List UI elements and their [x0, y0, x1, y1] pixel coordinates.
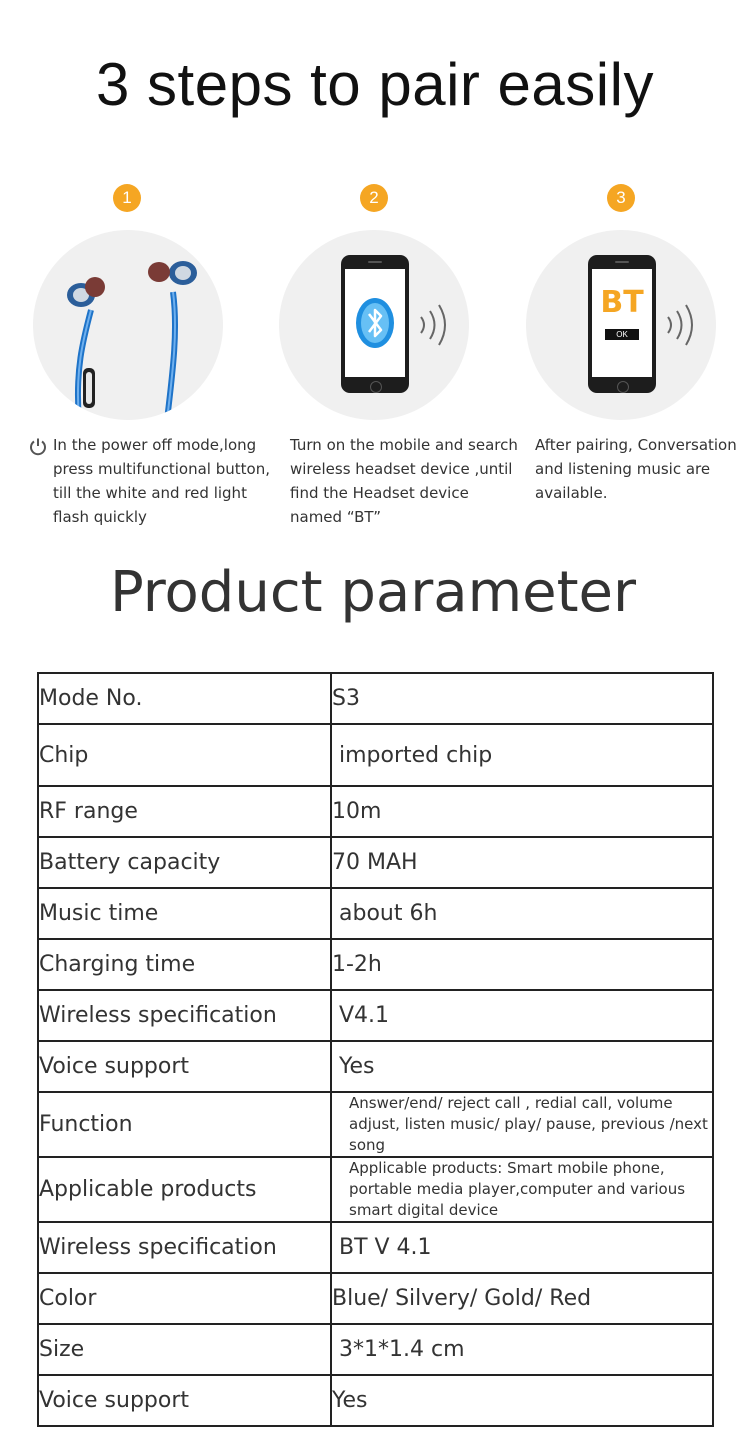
param-value: 70 MAH: [331, 837, 713, 888]
param-value: Yes: [331, 1375, 713, 1426]
table-row: [38, 1273, 713, 1324]
param-label: Voice support: [38, 1375, 331, 1426]
param-label: Size: [38, 1324, 331, 1375]
param-label: Voice support: [38, 1041, 331, 1092]
ok-button: OK: [605, 329, 639, 340]
step-number-2: 2: [360, 184, 388, 212]
table-row: [38, 990, 713, 1041]
param-label: Wireless specification: [38, 1222, 331, 1273]
bluetooth-icon: [345, 269, 405, 377]
step-2-phone-image: [279, 230, 469, 420]
signal-waves-icon: [417, 302, 457, 348]
param-label: Function: [38, 1092, 331, 1157]
param-value: 1-2h: [331, 939, 713, 990]
param-label: Battery capacity: [38, 837, 331, 888]
step-2-text: Turn on the mobile and search wireless headset device ,until find the Headset device named “BT”: [290, 436, 518, 526]
param-value: Applicable products: Smart mobile phone, portable media player,computer and various smart digital device: [331, 1157, 713, 1222]
table-row: [38, 724, 713, 786]
signal-waves-icon: [664, 302, 704, 348]
table-row: [38, 939, 713, 990]
param-label: Applicable products: [38, 1157, 331, 1222]
param-value: 10m: [331, 786, 713, 837]
parameter-table: [37, 672, 714, 1427]
table-row: [38, 673, 713, 724]
step-1-earphones-image: [33, 230, 223, 420]
step-number-1: 1: [113, 184, 141, 212]
param-value: Answer/end/ reject call , redial call, volume adjust, listen music/ play/ pause, previous /next song: [331, 1092, 713, 1157]
table-row: [38, 888, 713, 939]
page-title: 3 steps to pair easily: [96, 51, 654, 118]
table-row: [38, 1157, 713, 1222]
phone-icon: [588, 255, 656, 393]
table-row: [38, 1324, 713, 1375]
param-value: imported chip: [331, 724, 713, 786]
param-value: BT V 4.1: [331, 1222, 713, 1273]
param-label: Color: [38, 1273, 331, 1324]
param-value: about 6h: [331, 888, 713, 939]
section-title: Product parameter: [109, 560, 637, 625]
param-label: Wireless specification: [38, 990, 331, 1041]
param-value: V4.1: [331, 990, 713, 1041]
param-label: Charging time: [38, 939, 331, 990]
param-value: Yes: [331, 1041, 713, 1092]
step-number-3: 3: [607, 184, 635, 212]
param-label: RF range: [38, 786, 331, 837]
earphones-icon: [33, 230, 223, 420]
table-row: [38, 1041, 713, 1092]
step-3-text: After pairing, Conversation and listening music are available.: [535, 436, 737, 502]
param-value: 3*1*1.4 cm: [331, 1324, 713, 1375]
param-label: Music time: [38, 888, 331, 939]
param-value: Blue/ Silvery/ Gold/ Red: [331, 1273, 713, 1324]
power-icon: [28, 437, 48, 457]
step-1-text: In the power off mode,long press multifunctional button, till the white and red light flash quickly: [53, 436, 270, 526]
table-row: [38, 1375, 713, 1426]
table-row: [38, 837, 713, 888]
table-row: [38, 786, 713, 837]
bt-device-label: BT: [600, 285, 644, 320]
table-row: [38, 1222, 713, 1273]
param-value: S3: [331, 673, 713, 724]
param-label: Chip: [38, 724, 331, 786]
param-label: Mode No.: [38, 673, 331, 724]
phone-icon: [341, 255, 409, 393]
step-3-phone-image: [526, 230, 716, 420]
table-row: [38, 1092, 713, 1157]
